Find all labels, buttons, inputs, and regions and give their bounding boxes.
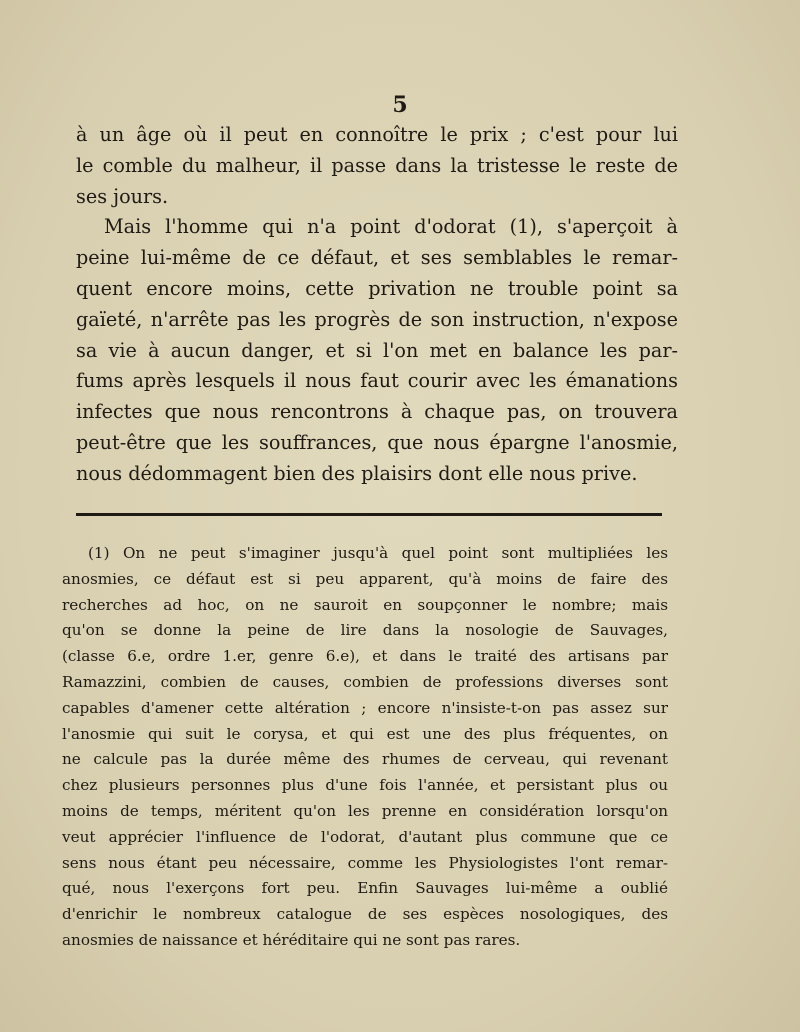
main-text xyxy=(76,120,678,490)
text-line: infectes que nous rencontrons à chaque pas, on trouvera xyxy=(76,400,678,424)
text-line: à un âge où il peut en connoître le prix ; c'est pour lui xyxy=(76,123,678,146)
footnote-line: anosmies, ce défaut est si peu apparent, qu'à moins de faire des xyxy=(62,569,668,588)
text-line: peut-être que les souffrances, que nous épargne l'anosmie, xyxy=(76,430,678,454)
footnote-separator-rule xyxy=(76,513,662,516)
text-line: Mais l'homme qui n'a point d'odorat (1), s'aperçoit à xyxy=(104,215,678,239)
page-number: 5 xyxy=(392,92,408,118)
text-line: fums après lesquels il nous faut courir avec les émanations xyxy=(76,369,678,393)
footnote-line: recherches ad hoc, on ne sauroit en soupçonner le nombre; mais xyxy=(62,595,668,614)
footnote-line: ne calcule pas la durée même des rhumes de cerveau, qui revenant xyxy=(62,750,668,769)
footnote-line: qu'on se donne la peine de lire dans la nosologie de Sauvages, xyxy=(62,621,668,640)
text-line: ses jours. xyxy=(76,184,169,208)
footnote-line: moins de temps, méritent qu'on les prenne en considération lorsqu'on xyxy=(62,801,668,820)
footnote-line: l'anosmie qui suit le corysa, et qui est une des plus fréquentes, on xyxy=(62,724,668,743)
footnote-line: Ramazzini, combien de causes, combien de professions diverses sont xyxy=(62,672,668,691)
footnote-line: sens nous étant peu nécessaire, comme les Physiologistes l'ont remar- xyxy=(62,853,668,872)
footnote-line: veut apprécier l'influence de l'odorat, d'autant plus commune que ce xyxy=(62,827,668,846)
footnote-line: d'enrichir le nombreux catalogue de ses espèces nosologiques, des xyxy=(62,905,668,924)
footnote-line: capables d'amener cette altération ; encore n'insiste-t-on pas assez sur xyxy=(62,698,668,717)
footnote-line: (1) On ne peut s'imaginer jusqu'à quel point sont multipliées les xyxy=(88,544,668,562)
footnote xyxy=(62,541,668,954)
footnote-line: (classe 6.e, ordre 1.er, genre 6.e), et dans le traité des artisans par xyxy=(62,647,668,666)
footnote-line: anosmies de naissance et héréditaire qui ne sont pas rares. xyxy=(62,930,521,949)
text-line: quent encore moins, cette privation ne trouble point sa xyxy=(76,276,678,300)
text-line: le comble du malheur, il passe dans la tristesse le reste de xyxy=(76,153,678,177)
footnote-line: qué, nous l'exerçons fort peu. Enfin Sauvages lui-même a oublié xyxy=(62,879,668,898)
text-line: sa vie à aucun danger, et si l'on met en balance les par- xyxy=(76,338,678,362)
footnote-line: chez plusieurs personnes plus d'une fois l'année, et persistant plus ou xyxy=(62,776,668,795)
text-line: nous dédommagent bien des plaisirs dont elle nous prive. xyxy=(76,461,638,485)
text-line: gaïeté, n'arrête pas les progrès de son instruction, n'expose xyxy=(76,307,678,331)
text-line: peine lui-même de ce défaut, et ses semblables le remar- xyxy=(76,246,678,270)
